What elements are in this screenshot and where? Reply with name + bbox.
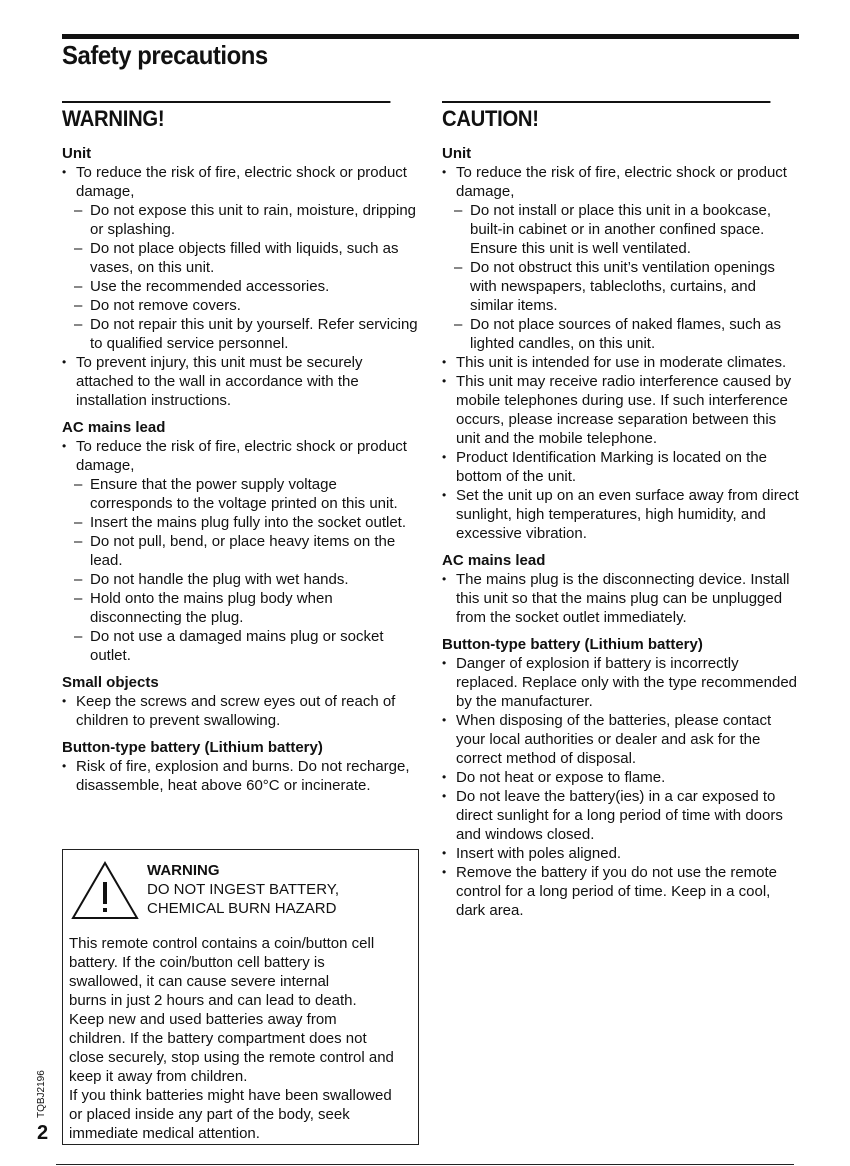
caution-column — [442, 101, 799, 920]
list-item: – Do not handle the plug with wet hands. — [62, 570, 419, 589]
top-rule — [62, 34, 799, 39]
list-item: • Keep the screws and screw eyes out of reach of children to prevent swallowing. — [62, 692, 419, 730]
list-item: • To prevent injury, this unit must be securely attached to the wall in accordance with the installation instructions. — [62, 353, 419, 410]
warning-box-text: swallowed, it can cause severe internal — [69, 973, 330, 990]
caution-unit-list — [442, 163, 799, 543]
warning-small-objects-label: Small objects — [62, 674, 159, 691]
list-item: – Do not repair this unit by yourself. Refer servicing to qualified service personnel. — [62, 315, 419, 353]
warning-box-line: DO NOT INGEST BATTERY, — [147, 881, 339, 898]
caution-heading: CAUTION! — [442, 101, 770, 132]
list-item: • Set the unit up on an even surface away from direct sunlight, high temperatures, high humidity, and excessive vibration. — [442, 486, 799, 543]
list-item: – Do not place sources of naked flames, such as lighted candles, on this unit. — [442, 315, 799, 353]
list-item: • The mains plug is the disconnecting device. Install this unit so that the mains plug can be unplugged from the socket outlet immediately. — [442, 570, 799, 627]
list-item: • Remove the battery if you do not use the remote control for a long period of time. Keep in a cool, dark area. — [442, 863, 799, 920]
list-item: • When disposing of the batteries, please contact your local authorities or dealer and ask for the correct method of disposal. — [442, 711, 799, 768]
warning-heading: WARNING! — [62, 101, 390, 132]
warning-box-text: If you think batteries might have been swallowed — [69, 1087, 392, 1104]
bottom-rule — [56, 1164, 794, 1165]
document-code: TQBJ2196 — [36, 1070, 47, 1118]
list-item: • To reduce the risk of fire, electric shock or product damage, — [62, 437, 419, 475]
caution-ac-list — [442, 570, 799, 627]
page-number: 2 — [37, 1122, 49, 1144]
list-item: • Do not leave the battery(ies) in a car exposed to direct sunlight for a long period of time with doors and windows closed. — [442, 787, 799, 844]
caution-unit-label: Unit — [442, 145, 472, 162]
battery-warning-box — [62, 849, 419, 1145]
list-item: • Danger of explosion if battery is incorrectly replaced. Replace only with the type recommended by the manufacturer. — [442, 654, 799, 711]
warning-triangle-icon — [71, 860, 139, 920]
warning-box-text: or placed inside any part of the body, seek — [69, 1106, 350, 1123]
list-item: – Do not remove covers. — [62, 296, 419, 315]
list-item: – Do not pull, bend, or place heavy items on the lead. — [62, 532, 419, 570]
warning-box-header — [147, 861, 339, 918]
warning-battery-list — [62, 757, 419, 795]
warning-box-text: children. If the battery compartment does not — [69, 1030, 367, 1047]
list-item: • This unit is intended for use in moderate climates. — [442, 353, 799, 372]
list-item: • Product Identification Marking is located on the bottom of the unit. — [442, 448, 799, 486]
list-item: • To reduce the risk of fire, electric shock or product damage, — [442, 163, 799, 201]
warning-box-text: immediate medical attention. — [69, 1125, 260, 1142]
list-item: – Do not use a damaged mains plug or socket outlet. — [62, 627, 419, 665]
warning-battery-label: Button-type battery (Lithium battery) — [62, 739, 323, 756]
list-item: • Risk of fire, explosion and burns. Do not recharge, disassemble, heat above 60°C or incinerate. — [62, 757, 419, 795]
caution-ac-label: AC mains lead — [442, 552, 546, 569]
warning-box-text: battery. If the coin/button cell battery is — [69, 954, 325, 971]
list-item: – Do not install or place this unit in a bookcase, built-in cabinet or in another confined space. Ensure this unit is well ventilated. — [442, 201, 799, 258]
warning-small-objects-list — [62, 692, 419, 730]
warning-unit-list — [62, 163, 419, 410]
list-item: – Do not place objects filled with liquids, such as vases, on this unit. — [62, 239, 419, 277]
warning-box-text: close securely, stop using the remote control and — [69, 1049, 394, 1066]
warning-ac-list — [62, 437, 419, 665]
page-title: Safety precautions — [62, 40, 268, 70]
list-item: • Do not heat or expose to flame. — [442, 768, 799, 787]
caution-battery-list — [442, 654, 799, 920]
list-item: – Do not expose this unit to rain, moisture, dripping or splashing. — [62, 201, 419, 239]
list-item: – Ensure that the power supply voltage corresponds to the voltage printed on this unit. — [62, 475, 419, 513]
list-item: – Insert the mains plug fully into the socket outlet. — [62, 513, 419, 532]
warning-box-title: WARNING — [147, 862, 220, 879]
warning-ac-label: AC mains lead — [62, 419, 166, 436]
list-item: • To reduce the risk of fire, electric shock or product damage, — [62, 163, 419, 201]
warning-column — [62, 101, 419, 795]
list-item: – Do not obstruct this unit’s ventilation openings with newspapers, tablecloths, curtains, and similar items. — [442, 258, 799, 315]
warning-box-text: burns in just 2 hours and can lead to death. — [69, 992, 357, 1009]
list-item: • This unit may receive radio interference caused by mobile telephones during use. If such interference occurs, please increase separation between this unit and the mobile telephone. — [442, 372, 799, 448]
warning-box-line: CHEMICAL BURN HAZARD — [147, 900, 337, 917]
list-item: – Use the recommended accessories. — [62, 277, 419, 296]
warning-box-text: This remote control contains a coin/button cell — [69, 935, 375, 952]
caution-battery-label: Button-type battery (Lithium battery) — [442, 636, 703, 653]
list-item: – Hold onto the mains plug body when disconnecting the plug. — [62, 589, 419, 627]
warning-box-text: Keep new and used batteries away from — [69, 1011, 337, 1028]
list-item: • Insert with poles aligned. — [442, 844, 799, 863]
warning-box-body — [69, 934, 415, 1143]
warning-box-text: keep it away from children. — [69, 1068, 248, 1085]
warning-unit-label: Unit — [62, 145, 92, 162]
